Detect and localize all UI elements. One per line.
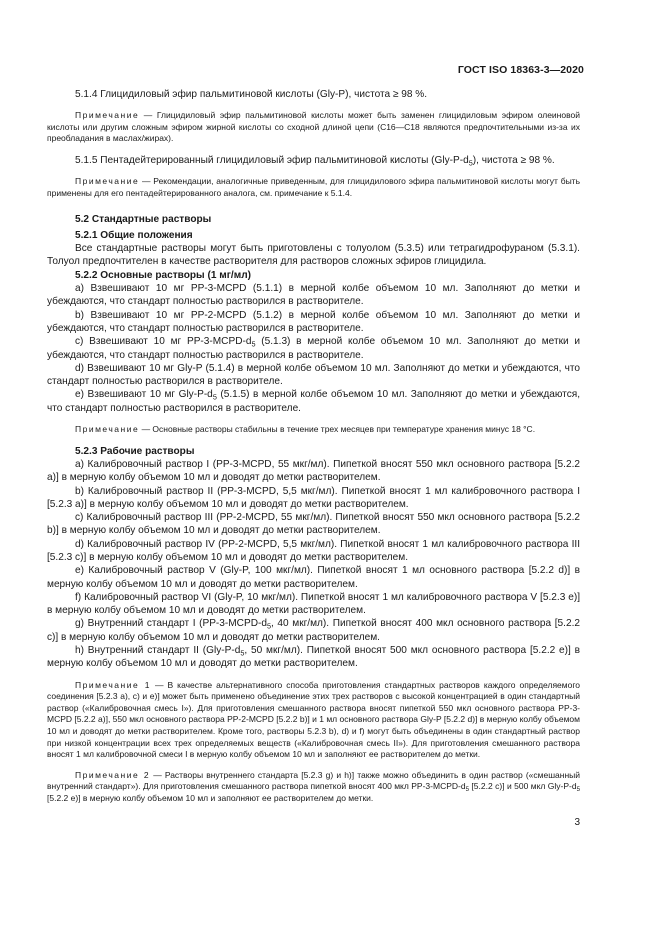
item-text: c) Взвешивают 10 мг PP-3-MCPD-d <box>75 336 252 348</box>
heading-5-2-3: 5.2.3 Рабочие растворы <box>75 445 195 457</box>
note-1-5-2-3 <box>47 680 580 761</box>
note-text: — Основные растворы стабильны в течение трех месяцев при температуре хранения минус 18 °С. <box>139 424 536 435</box>
section-5-1-4: 5.1.4 Глицидиловый эфир пальмитиновой кислоты (Gly-P), чистота ≥ 98 %. <box>75 89 428 100</box>
list-item-5-2-3-a: a) Калибровочный раствор I (PP-3-MCPD, 55 мкг/мл). Пипеткой вносят 550 мкл основного раствора [5.2.2 a)] в мерную колбу объемом 10 мл и доводят до метки растворителем. <box>47 458 580 484</box>
section-text: 5.1.5 Пентадейтерированный глицидиловый эфир пальмитиновой кислоты (Gly-P-d <box>75 155 469 167</box>
list-item-5-2-3-d: d) Калибровочный раствор IV (PP-2-MCPD, 5,5 мкг/мл). Пипеткой вносят 1 мл калибровочного раствора III [5.2.3 c)] в мерную колбу объемом 10 мл и доводят до метки растворителем. <box>47 538 580 563</box>
note-text: — Рекомендации, аналогичные приведенным, для глицидилового эфира пальмитиновой кислоты могут быть применены для его пентадейтерированного аналога, см. примечание к 5.1.4. <box>47 176 580 198</box>
subscript: 5 <box>576 786 580 794</box>
note-5-1-5 <box>47 176 580 199</box>
note-text: — Растворы внутреннего стандарта [5.2.3 g) и h)] также можно объединить в один раствор («смешанный внутренний стандарт»). Для приготовления смешанного раствора пипеткой вносят 400 мкл PP-3-MCPD-d <box>47 769 580 792</box>
note-text: — Глицидиловый эфир пальмитиновой кислоты может быть заменен глицидиловым эфиром олеиновой кислоты или другим сложным эфиром жирной кислоты со сходной длиной цепи (С16—С18 являются предпочтительными из-за их преобладания в маслах/жирах). <box>47 110 580 144</box>
note-5-1-4 <box>47 110 580 145</box>
note-label: Примечание 1 <box>75 679 151 690</box>
item-text: (5.1.5) в мерной колбе объемом 10 мл. Заполняют до метки и убеждаются, что стандарт полностью растворился в растворителе. <box>47 389 581 414</box>
note-text: — В качестве альтернативного способа приготовления стандартных растворов каждого определяемого соединения [5.2.3 a), c) и e)] может быть применено объединение этих трех растворов с высокой концентрацией в один стандартный раствор («Калибровочная смесь I»). Для приготовления смешанного раствора вносят пипеткой 550 мкл основного раствора PP-3-MCPD [5.2.2 a)], 550 мкл основного раствора PP-2-MCPD [5.2.2 b)] и 1 мл основного раствора Gly-P [5.2.2 d)] в мерную колбу объемом 10 мл и доводят до метки растворителем. Кроме того, растворы 5.2.3 b), d) и f) могут быть объединены в один стандартный раствор при низкой концентрации всех трех определяемых веществ («Калибровочная смесь II»). Для приготовления смешанного раствора вносят 1 мл калибровочной смеси I в мерную колбу объемом 10 мл и заполняют ее растворителем до метки. <box>47 679 580 760</box>
list-item-5-2-2-d: d) Взвешивают 10 мг Gly-P (5.1.4) в мерной колбе объемом 10 мл. Заполняют до метки и убеждаются, что стандарт полностью растворился в растворителе. <box>47 362 580 388</box>
list-item-5-2-3-g <box>47 617 580 644</box>
subscript: 5 <box>251 339 256 349</box>
list-item-5-2-2-b: b) Взвешивают 10 мг PP-2-MCPD (5.1.2) в мерной колбе объемом 10 мл. Заполняют до метки и убеждаются, что стандарт полностью растворился в растворителе. <box>47 309 580 334</box>
list-item-5-2-3-e: e) Калибровочный раствор V (Gly-P, 100 мкг/мл). Пипеткой вносят 1 мл основного раствора [5.2.2 d)] в мерную колбу объемом 10 мл и доводят до метки растворителем. <box>47 565 580 590</box>
note-2-5-2-3 <box>47 770 580 805</box>
subscript: 5 <box>465 786 469 794</box>
list-item-5-2-2-e <box>47 388 580 415</box>
list-item-5-2-3-h <box>47 644 580 671</box>
subscript: 5 <box>266 622 272 631</box>
heading-5-2: 5.2 Стандартные растворы <box>75 213 212 225</box>
subscript: 5 <box>240 648 245 658</box>
note-label: Примечание <box>75 176 140 187</box>
note-label: Примечание <box>75 110 140 121</box>
heading-5-2-1: 5.2.1 Общие положения <box>75 229 193 241</box>
document-body <box>47 88 580 805</box>
section-5-1-5 <box>47 154 580 167</box>
heading-5-2-2: 5.2.2 Основные растворы (1 мг/мл) <box>75 269 251 281</box>
note-5-2-2 <box>47 424 580 436</box>
item-text: (5.1.3) в мерной колбе объемом 10 мл. Заполняют до метки и убеждаются, что стандарт полностью растворился в растворителе. <box>47 336 580 361</box>
list-item-5-2-3-b: b) Калибровочный раствор II (PP-3-MCPD, 5,5 мкг/мл). Пипеткой вносят 1 мл калибровочного раствора I [5.2.3 a)] в мерную колбу объемом 10 мл и доводят до метки растворителем. <box>47 485 580 510</box>
item-text: h) Внутренний стандарт II (Gly-P-d <box>75 645 241 657</box>
item-text: , 50 мкг/мл). Пипеткой вносят 500 мкл основного раствора [5.2.2 e)] в мерную колбу объемом 10 мл и доводят до метки растворителем. <box>47 645 581 670</box>
subscript: 5 <box>468 158 473 168</box>
list-item-5-2-2-a: a) Взвешивают 10 мг PP-3-MCPD (5.1.1) в мерной колбе объемом 10 мл. Заполняют до метки и убеждаются, что стандарт полностью растворился в растворителе. <box>47 283 580 308</box>
note-text: [5.2.2 e)] в мерную колбу объемом 10 мл и заполняют ее растворителем до метки. <box>47 793 374 803</box>
subscript: 5 <box>212 392 217 402</box>
list-item-5-2-2-c <box>47 335 580 362</box>
list-item-5-2-3-f: f) Калибровочный раствор VI (Gly-P, 10 мкг/мл). Пипеткой вносят 1 мл калибровочного раствора V [5.2.3 e)] в мерную колбу объемом 10 мл и доводят до метки растворителем. <box>47 591 580 617</box>
item-text: , 40 мкг/мл). Пипеткой вносят 400 мкл основного раствора [5.2.2 c)] в мерную колбу объемом 10 мл и доводят до метки растворителем. <box>47 618 581 643</box>
item-text: g) Внутренний стандарт I (PP-3-MCPD-d <box>75 618 267 630</box>
page-number: 3 <box>574 817 580 828</box>
note-text: [5.2.2 c)] и 500 мкл Gly-P-d <box>468 781 577 792</box>
note-label: Примечание 2 <box>75 769 151 780</box>
paragraph-5-2-1: Все стандартные растворы могут быть приготовлены с толуолом (5.3.5) или тетрагидрофураном (5.3.1). Толуол предпочтителен в качестве растворителя для растворов сложных эфиров глицидила. <box>47 243 580 268</box>
note-label: Примечание <box>75 424 140 435</box>
document-header: ГОСТ ISO 18363-3—2020 <box>457 64 584 76</box>
list-item-5-2-3-c: c) Калибровочный раствор III (PP-2-MCPD, 55 мкг/мл). Пипеткой вносят 550 мкл основного раствора [5.2.2 b)] в мерную колбу объемом 10 мл и доводят до метки растворителем. <box>47 512 580 537</box>
item-text: e) Взвешивают 10 мг Gly-P-d <box>75 389 213 401</box>
section-text: ), чистота ≥ 98 %. <box>472 155 555 167</box>
